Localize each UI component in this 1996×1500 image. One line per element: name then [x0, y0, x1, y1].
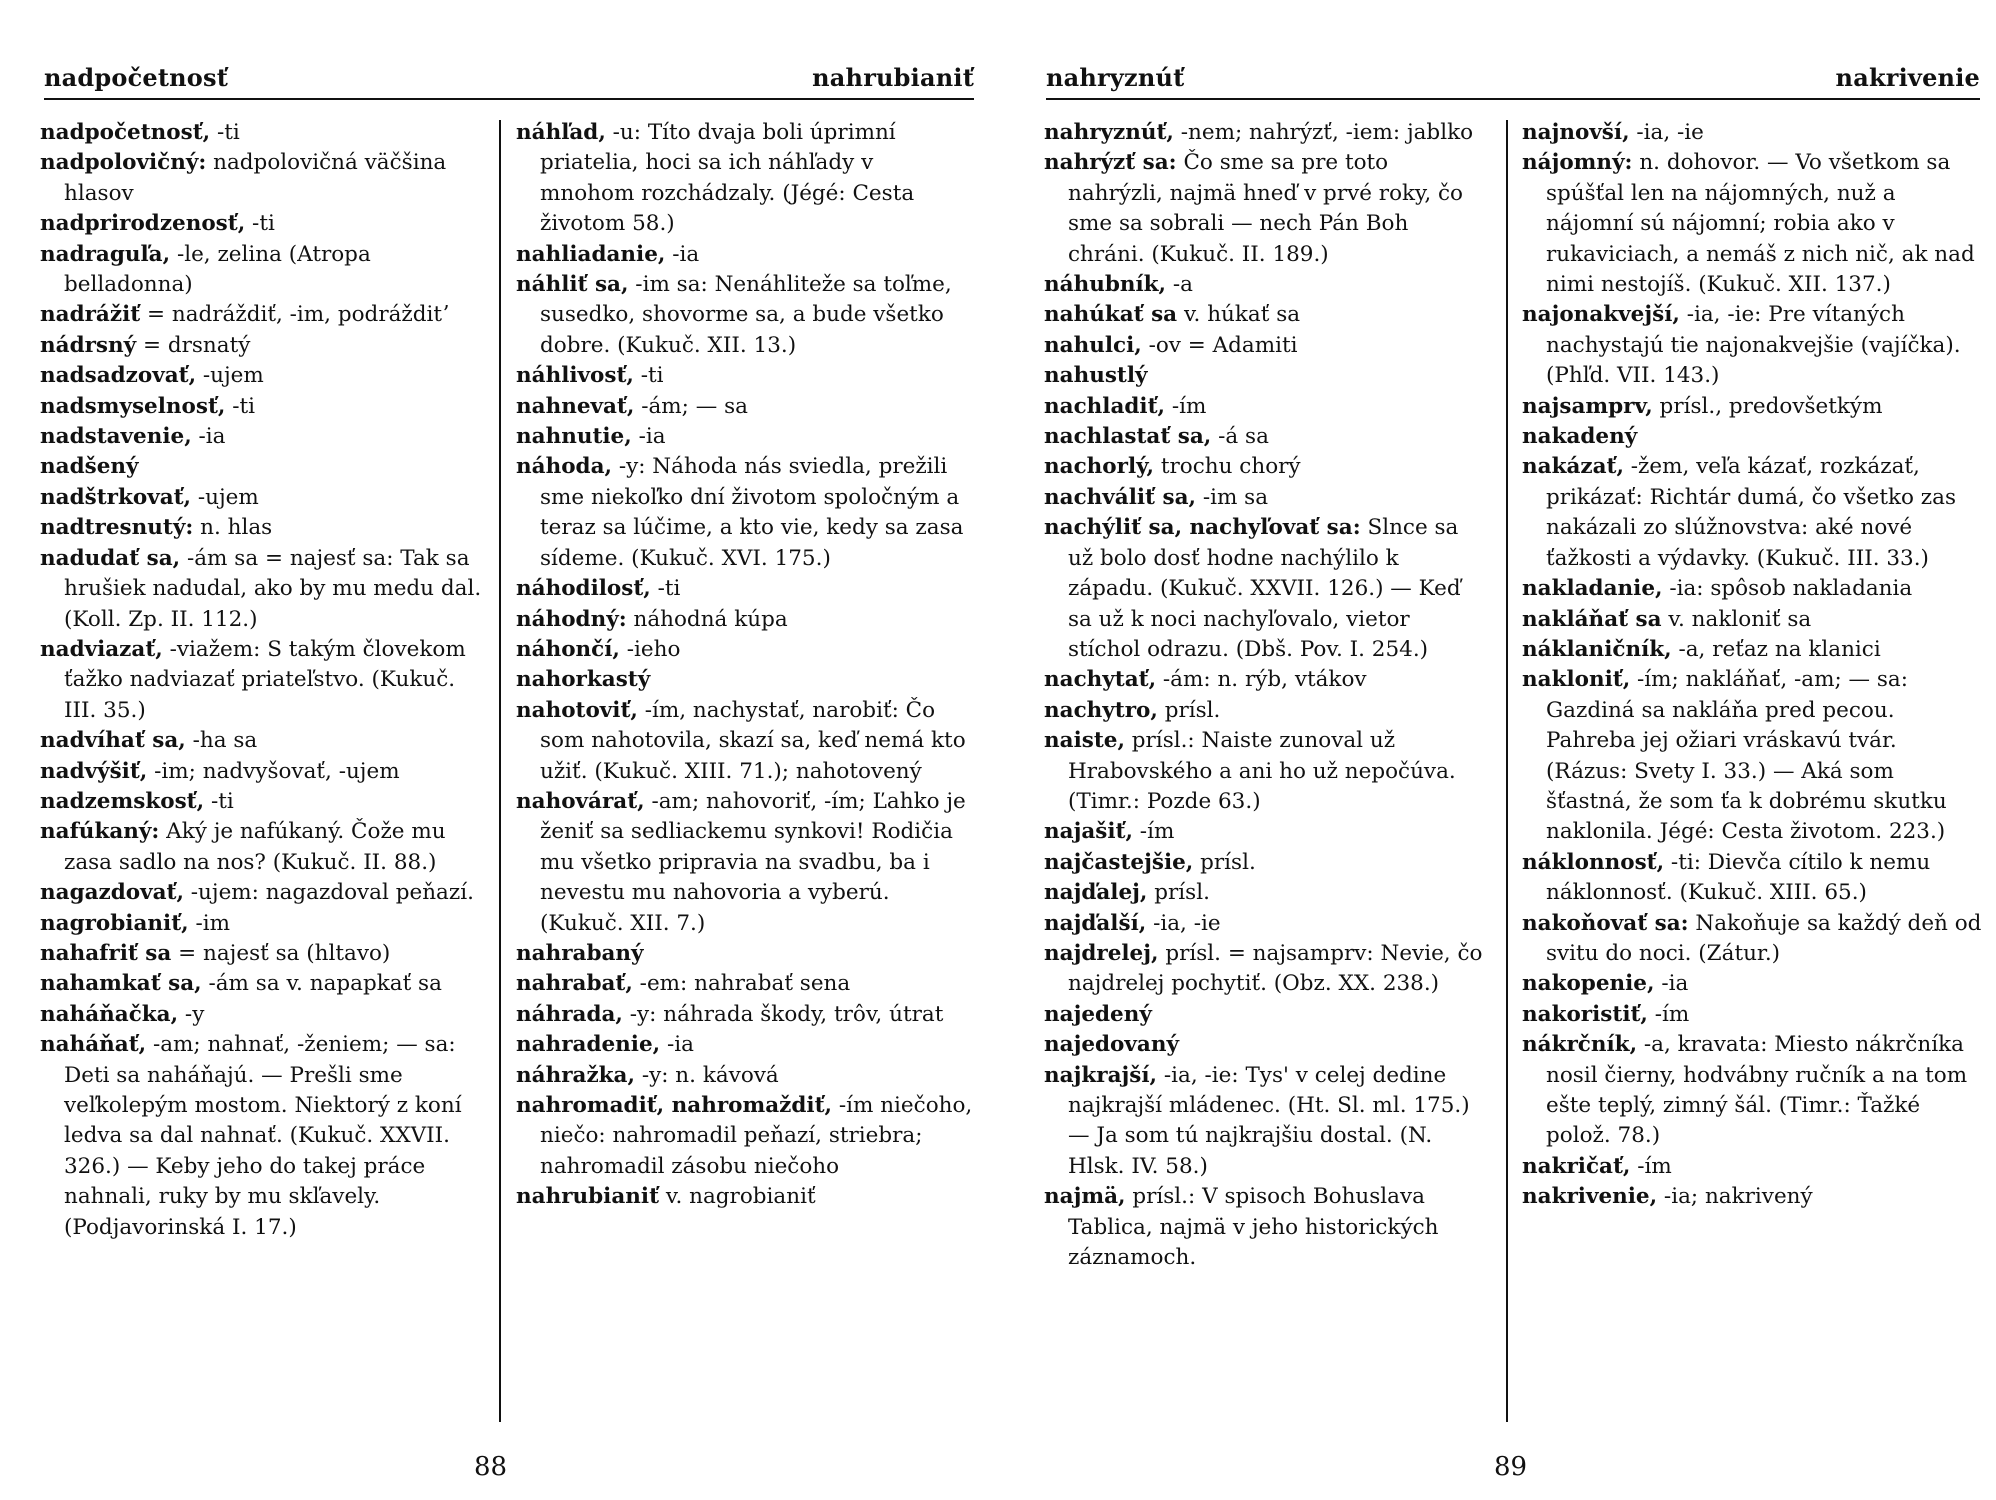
entry-headword: nahafriť sa	[40, 940, 172, 966]
dictionary-entry	[1522, 1030, 1982, 1152]
dictionary-entry	[516, 361, 974, 391]
entry-headword: nadudať sa,	[40, 545, 181, 571]
dictionary-entry	[40, 422, 488, 452]
column-divider	[499, 120, 501, 1422]
dictionary-entry	[40, 331, 488, 361]
dictionary-entry	[40, 1030, 488, 1243]
dictionary-entry	[1522, 422, 1982, 452]
entry-definition: Čo sme sa pre toto nahrýzli, najmä hneď v prvé roky, čo sme sa sobrali — nech Pán Boh chráni. (Kukuč. II. 189.)	[1068, 150, 1463, 267]
page-number: 89	[1494, 1452, 1528, 1482]
entry-headword: nahustlý	[1044, 363, 1148, 389]
column-divider	[1506, 120, 1508, 1422]
entry-headword: nagazdovať,	[40, 880, 184, 906]
entry-definition: -ti	[210, 120, 240, 145]
dictionary-entry	[516, 1000, 974, 1030]
entry-headword: najkrajší,	[1044, 1062, 1158, 1088]
entry-headword: náhliť sa,	[516, 272, 629, 298]
entry-headword: nakrivenie,	[1522, 1184, 1658, 1210]
dictionary-entry	[1522, 665, 1982, 847]
entry-headword: nakázať,	[1522, 454, 1624, 480]
dictionary-entry	[40, 726, 488, 756]
entry-definition: -ujem	[196, 363, 264, 389]
entry-column	[1522, 118, 1982, 1213]
entry-definition: -y: n. kávová	[634, 1062, 779, 1088]
entry-definition: n. hlas	[193, 515, 273, 541]
entry-definition: -ím niečoho, niečo: nahromadil peňazí, striebra; nahromadil zásobu niečoho	[540, 1093, 973, 1179]
dictionary-entry	[516, 635, 974, 665]
dictionary-entry	[516, 1061, 974, 1091]
entry-headword: najedený	[1044, 1001, 1152, 1027]
entry-definition: -im sa	[1195, 484, 1269, 510]
entry-definition: -im; nadvyšovať, -ujem	[147, 758, 400, 784]
entry-headword: nachváliť sa,	[1044, 484, 1196, 510]
entry-headword: náhrada,	[516, 1001, 623, 1027]
entry-headword: nadprirodzenosť,	[40, 211, 246, 237]
entry-headword: nahryznúť,	[1044, 120, 1174, 145]
dictionary-entry	[1044, 148, 1486, 270]
entry-definition: -im	[188, 910, 230, 936]
entry-headword: nakoristiť,	[1522, 1001, 1648, 1027]
entry-headword: náhlivosť,	[516, 363, 634, 389]
entry-definition: = nadráždiť, -im, podrážditʼ	[140, 302, 449, 328]
entry-definition: -ám: n. rýb, vtákov	[1156, 667, 1367, 693]
entry-headword: nadtresnutý:	[40, 515, 194, 541]
entry-headword: náhončí,	[516, 636, 620, 662]
dictionary-entry	[1522, 118, 1982, 148]
entry-headword: nakričať,	[1522, 1153, 1631, 1179]
dictionary-entry	[1044, 483, 1486, 513]
entry-definition: trochu chorý	[1154, 454, 1301, 480]
entry-definition: -ím; nakláňať, -am; — sa: Gazdiná sa nakláňa pred pecou. Pahreba jej ožiari vráskavú tvár. (Rázus: Svety I. 33.) — Aká som šťastná, že som ťa k dobrému skutku naklonila. Jégé: Cesta životom. 223.)	[1546, 667, 1947, 845]
entry-definition: -ia, -ie	[1146, 910, 1221, 936]
entry-headword: najašiť,	[1044, 819, 1133, 845]
entry-headword: náhoda,	[516, 454, 612, 480]
entry-headword: naháňať,	[40, 1032, 147, 1058]
dictionary-entry	[1522, 605, 1982, 635]
dictionary-entry	[40, 969, 488, 999]
entry-definition: -ia	[665, 241, 700, 267]
entry-definition: -a, reťaz na klanici	[1671, 636, 1881, 662]
entry-definition: -ím	[1647, 1001, 1690, 1027]
entry-headword: nájomný:	[1522, 150, 1633, 176]
entry-definition: -ím	[1630, 1153, 1672, 1179]
dictionary-entry	[1522, 635, 1982, 665]
dictionary-entry	[40, 878, 488, 908]
dictionary-entry	[516, 605, 974, 635]
dictionary-entry	[1044, 696, 1486, 726]
right-page	[998, 0, 1996, 1500]
entry-headword: náhodilosť,	[516, 576, 651, 602]
entry-definition: prísl.	[1147, 880, 1210, 906]
entry-definition: -ia: spôsob nakladania	[1662, 576, 1913, 602]
entry-headword: nadštrkovať,	[40, 484, 192, 510]
entry-headword: nadsadzovať,	[40, 363, 197, 389]
entry-headword: nadpolovičný:	[40, 150, 207, 176]
dictionary-entry	[40, 757, 488, 787]
entry-headword: nahrabaný	[516, 940, 644, 966]
entry-headword: nadrážiť	[40, 302, 141, 328]
entry-headword: nakopenie,	[1522, 971, 1655, 997]
entry-column	[516, 118, 974, 1213]
dictionary-entry	[1522, 1000, 1982, 1030]
entry-headword: nahorkastý	[516, 667, 651, 693]
dictionary-entry	[40, 118, 488, 148]
entry-definition: -ia; nakrivený	[1657, 1184, 1813, 1210]
entry-headword: nagrobianiť,	[40, 910, 189, 936]
entry-definition: -ia, -ie: Pre vítaných nachystajú tie najonakvejšie (vajíčka). (Phľd. VII. 143.)	[1546, 302, 1961, 389]
dictionary-entry	[1522, 848, 1982, 909]
dictionary-entry	[1522, 148, 1982, 300]
dictionary-entry	[40, 209, 488, 239]
dictionary-entry	[40, 635, 488, 726]
entry-headword: náhubník,	[1044, 272, 1167, 298]
header-last-entry: nakrivenie	[1835, 63, 1980, 92]
entry-headword: najmä,	[1044, 1184, 1126, 1210]
dictionary-entry	[40, 817, 488, 878]
dictionary-entry	[40, 513, 488, 543]
entry-definition: -ia	[191, 424, 226, 450]
entry-definition: -nem; nahrýzť, -iem: jablko	[1173, 120, 1474, 145]
entry-definition: v. nakloniť sa	[1661, 606, 1812, 632]
entry-headword: nadstavenie,	[40, 424, 192, 450]
dictionary-entry	[516, 939, 974, 969]
entry-definition: -im sa: Nenáhliteže sa toľme, susedko, shovorme sa, a bude všetko dobre. (Kukuč. XII. 13.)	[540, 272, 952, 358]
entry-definition: -am; nahovoriť, -ím; Ľahko je ženiť sa sedliackemu synkovi! Rodičia mu všetko pripravia na svadbu, ba i nevestu mu nahovoria a vyberú. (Kukuč. XII. 7.)	[540, 788, 966, 936]
entry-headword: nadviazať,	[40, 636, 163, 662]
entry-column	[1044, 118, 1486, 1273]
entry-definition: -ia, -ie	[1629, 120, 1704, 145]
entry-definition: -ti	[650, 576, 681, 602]
entry-headword: nachorlý,	[1044, 454, 1155, 480]
entry-headword: najďalší,	[1044, 910, 1147, 936]
entry-definition: -žem, veľa kázať, rozkázať, prikázať: Richtár dumá, čo všetko zas nakázali zo slúžnovstva: aké nové ťažkosti a výdavky. (Kukuč. III. 33.)	[1546, 454, 1956, 571]
entry-headword: nahrýzť sa:	[1044, 150, 1177, 176]
entry-definition: -ia	[631, 424, 666, 450]
entry-definition: -le, zelina (Atropa belladonna)	[64, 241, 371, 298]
dictionary-entry	[1044, 878, 1486, 908]
dictionary-entry	[1044, 361, 1486, 391]
dictionary-entry	[40, 148, 488, 209]
dictionary-entry	[516, 969, 974, 999]
entry-definition: -ujem	[191, 484, 259, 510]
entry-headword: najsamprv,	[1522, 393, 1653, 419]
entry-headword: naháňačka,	[40, 1001, 179, 1027]
entry-definition: = najesť sa (hltavo)	[171, 940, 391, 966]
entry-headword: náklaničník,	[1522, 636, 1672, 662]
entry-headword: nahnutie,	[516, 424, 632, 450]
dictionary-entry	[516, 270, 974, 361]
entry-definition: v. nagrobianiť	[659, 1184, 816, 1210]
dictionary-entry	[40, 1000, 488, 1030]
entry-definition: -ti	[225, 393, 256, 419]
dictionary-entry	[1522, 1182, 1982, 1212]
entry-definition: -y	[178, 1001, 205, 1027]
dictionary-entry	[1044, 1030, 1486, 1060]
entry-definition: -a, kravata: Miesto nákrčníka nosil čierny, hodvábny ručník a na tom ešte teplý, zimný šál. (Timr.: Ťažké polož. 78.)	[1546, 1032, 1968, 1149]
entry-definition: = drsnatý	[136, 332, 251, 358]
entry-definition: -ov = Adamiti	[1141, 332, 1298, 358]
entry-definition: -á sa	[1211, 424, 1269, 450]
entry-headword: nachladiť,	[1044, 393, 1166, 419]
entry-headword: nadvíhať sa,	[40, 728, 186, 754]
entry-headword: najonakvejší,	[1522, 302, 1680, 328]
entry-definition: -a	[1166, 272, 1193, 298]
entry-definition: prísl. = najsamprv: Nevie, čo najdrelej pochytiť. (Obz. XX. 238.)	[1068, 940, 1483, 997]
entry-headword: najdrelej,	[1044, 940, 1159, 966]
entry-headword: naiste,	[1044, 728, 1125, 754]
entry-headword: nakadený	[1522, 424, 1638, 450]
dictionary-entry	[40, 240, 488, 301]
dictionary-entry	[516, 574, 974, 604]
entry-definition: -ti	[204, 788, 234, 814]
dictionary-entry	[1522, 909, 1982, 970]
entry-headword: nahotoviť,	[516, 697, 638, 723]
dictionary-entry	[1044, 270, 1486, 300]
dictionary-entry	[516, 787, 974, 939]
entry-definition: -am; nahnať, -ženiem; — sa: Deti sa naháňajú. — Prešli sme veľkolepým mostom. Niektorý z koní ledva sa dal nahnať. (Kukuč. XXVII. 326.) — Keby jeho do takej práce nahnali, ruky by mu skľavely. (Podjavorinská I. 17.)	[64, 1032, 462, 1240]
entry-definition: nadpolovičná väčšina hlasov	[64, 150, 447, 206]
entry-headword: nafúkaný:	[40, 819, 160, 845]
dictionary-entry	[40, 787, 488, 817]
entry-definition: -ti: Dievča cítilo k nemu náklonnosť. (Kukuč. XIII. 65.)	[1546, 849, 1931, 906]
entry-definition: -ám sa v. napapkať sa	[201, 971, 442, 997]
dictionary-entry	[1044, 392, 1486, 422]
entry-headword: najčastejšie,	[1044, 849, 1194, 875]
dictionary-entry	[516, 696, 974, 787]
dictionary-entry	[40, 392, 488, 422]
entry-headword: nadsmyselnosť,	[40, 393, 226, 419]
entry-definition: -ujem: nagazdoval peňazí.	[183, 880, 474, 906]
entry-definition: -em: nahrabať sena	[632, 971, 851, 997]
entry-headword: nachytro,	[1044, 697, 1158, 723]
entry-definition: Slnce sa už bolo dosť hodne nachýlilo k západu. (Kukuč. XXVII. 126.) — Keď sa už k noci nachyľovalo, vietor stíchol odrazu. (Dbš. Pov. I. 254.)	[1068, 515, 1461, 662]
entry-definition: -ia	[660, 1032, 694, 1058]
entry-headword: náhľad,	[516, 120, 606, 145]
dictionary-entry	[1044, 1182, 1486, 1273]
entry-definition: Nakoňuje sa každý deň od svitu do noci. (Zátur.)	[1546, 910, 1982, 966]
entry-headword: nahrubianiť	[516, 1184, 660, 1210]
dictionary-entry	[1522, 452, 1982, 574]
running-header	[44, 64, 974, 100]
dictionary-entry	[516, 1182, 974, 1212]
dictionary-entry	[1044, 848, 1486, 878]
dictionary-entry	[1044, 665, 1486, 695]
dictionary-entry	[1044, 939, 1486, 1000]
entry-definition: -ia	[1654, 971, 1689, 997]
entry-definition: n. dohovor. — Vo všetkom sa spúšťal len na nájomných, nuž a nájomní sú nájomní; robia ako v rukaviciach, a nemáš z nich nič, ak nad nimi nestojíš. (Kukuč. XII. 137.)	[1546, 150, 1975, 298]
dictionary-entry	[40, 452, 488, 482]
entry-definition: -u: Títo dvaja boli úprimní priatelia, hoci sa ich náhľady v mnohom rozchádzaly. (Jégé: Cesta životom 58.)	[540, 120, 915, 237]
dictionary-entry	[1044, 118, 1486, 148]
entry-headword: nadšený	[40, 454, 139, 480]
entry-headword: nahamkať sa,	[40, 971, 202, 997]
entry-definition: -ti	[633, 363, 664, 389]
dictionary-entry	[516, 1091, 974, 1182]
entry-headword: nahrabať,	[516, 971, 633, 997]
running-header	[1046, 64, 1980, 100]
entry-headword: nahradenie,	[516, 1032, 661, 1058]
entry-headword: nakloniť,	[1522, 667, 1631, 693]
entry-column	[40, 118, 488, 1243]
entry-definition: -ím, nachystať, narobiť: Čo som nahotovila, skazí sa, keď nemá kto užiť. (Kukuč. XIII. 71.); nahotovený	[540, 697, 966, 784]
entry-definition: -ia, -ie: Tys' v celej dedine najkrajší mládenec. (Ht. Sl. ml. 175.) — Ja som tú najkrajšiu dostal. (N. Hlsk. IV. 58.)	[1068, 1062, 1470, 1179]
entry-headword: náhodný:	[516, 606, 627, 632]
entry-definition: prísl., predovšetkým	[1652, 393, 1883, 419]
entry-headword: nadraguľa,	[40, 241, 171, 267]
entry-headword: nadzemskosť,	[40, 788, 205, 814]
dictionary-entry	[1522, 392, 1982, 422]
entry-definition: -ám; — sa	[634, 393, 748, 419]
dictionary-entry	[40, 544, 488, 635]
page-number: 88	[474, 1452, 508, 1482]
dictionary-entry	[1522, 1152, 1982, 1182]
entry-headword: nakoňovať sa:	[1522, 910, 1689, 936]
dictionary-entry	[1044, 726, 1486, 817]
dictionary-entry	[516, 422, 974, 452]
dictionary-entry	[1044, 300, 1486, 330]
entry-headword: nadvýšiť,	[40, 758, 148, 784]
dictionary-entry	[1044, 452, 1486, 482]
entry-headword: najedovaný	[1044, 1032, 1179, 1058]
dictionary-entry	[1044, 331, 1486, 361]
dictionary-entry	[40, 909, 488, 939]
entry-headword: nákrčník,	[1522, 1032, 1638, 1058]
dictionary-entry	[516, 665, 974, 695]
dictionary-entry	[40, 939, 488, 969]
header-last-entry: nahrubianiť	[812, 63, 974, 92]
entry-definition: prísl.: Naiste zunoval už Hrabovského a ani ho už nepočúva. (Timr.: Pozde 63.)	[1068, 728, 1456, 814]
dictionary-entry	[1044, 513, 1486, 665]
dictionary-entry	[1044, 1000, 1486, 1030]
entry-definition: -y: Náhoda nás sviedla, prežili sme niekoľko dní životom spoločným a teraz sa lúčime, a kto vie, kedy sa zasa sídeme. (Kukuč. XVI. 175.)	[540, 454, 964, 571]
dictionary-entry	[516, 392, 974, 422]
dictionary-entry	[1044, 909, 1486, 939]
dictionary-entry	[1522, 300, 1982, 391]
entry-headword: nachlastať sa,	[1044, 424, 1212, 450]
dictionary-entry	[40, 483, 488, 513]
entry-headword: nahliadanie,	[516, 241, 666, 267]
entry-headword: nádrsný	[40, 332, 137, 358]
header-first-entry: nadpočetnosť	[44, 63, 228, 92]
entry-headword: náhražka,	[516, 1062, 635, 1088]
dictionary-entry	[40, 300, 488, 330]
dictionary-entry	[516, 240, 974, 270]
dictionary-entry	[516, 452, 974, 574]
dictionary-entry	[1044, 1061, 1486, 1183]
dictionary-entry	[1522, 969, 1982, 999]
entry-headword: najnovší,	[1522, 120, 1630, 145]
entry-headword: nadpočetnosť,	[40, 120, 211, 145]
entry-headword: nahovárať,	[516, 788, 645, 814]
header-first-entry: nahryznúť	[1046, 63, 1185, 92]
dictionary-entry	[516, 118, 974, 240]
entry-headword: nahúkať sa	[1044, 302, 1178, 328]
dictionary-entry	[1522, 574, 1982, 604]
dictionary-entry	[1044, 817, 1486, 847]
entry-headword: nahnevať,	[516, 393, 635, 419]
entry-headword: najďalej,	[1044, 880, 1148, 906]
entry-headword: nakláňať sa	[1522, 606, 1662, 632]
entry-definition: -viažem: S takým človekom ťažko nadviazať priateľstvo. (Kukuč. III. 35.)	[64, 636, 466, 723]
entry-headword: nachýliť sa, nachyľovať sa:	[1044, 515, 1361, 541]
entry-headword: nachytať,	[1044, 667, 1157, 693]
entry-headword: nahulci,	[1044, 332, 1142, 358]
entry-definition: -ha sa	[185, 728, 258, 754]
entry-headword: nahromadiť, nahromaždiť,	[516, 1093, 833, 1118]
entry-definition: -ám sa = najesť sa: Tak sa hrušiek nadudal, ako by mu medu dal. (Koll. Zp. II. 112.)	[64, 545, 482, 632]
entry-definition: -ím	[1132, 819, 1175, 845]
entry-definition: -y: náhrada škody, trôv, útrat	[622, 1001, 944, 1027]
entry-definition: Aký je nafúkaný. Čože mu zasa sadlo na nos? (Kukuč. II. 88.)	[64, 819, 446, 875]
entry-definition: -ieho	[619, 636, 681, 662]
entry-definition: -ím	[1165, 393, 1207, 419]
dictionary-entry	[40, 361, 488, 391]
entry-definition: prísl.	[1193, 849, 1256, 875]
dictionary-entry	[1044, 422, 1486, 452]
entry-definition: -ti	[245, 211, 275, 237]
entry-definition: náhodná kúpa	[626, 606, 788, 632]
entry-headword: náklonnosť,	[1522, 849, 1665, 875]
entry-definition: prísl.	[1157, 697, 1221, 723]
dictionary-entry	[516, 1030, 974, 1060]
entry-headword: nakladanie,	[1522, 576, 1663, 602]
entry-definition: v. húkať sa	[1177, 302, 1301, 328]
entry-definition: prísl.: V spisoch Bohuslava Tablica, najmä v jeho historických záznamoch.	[1068, 1184, 1439, 1271]
